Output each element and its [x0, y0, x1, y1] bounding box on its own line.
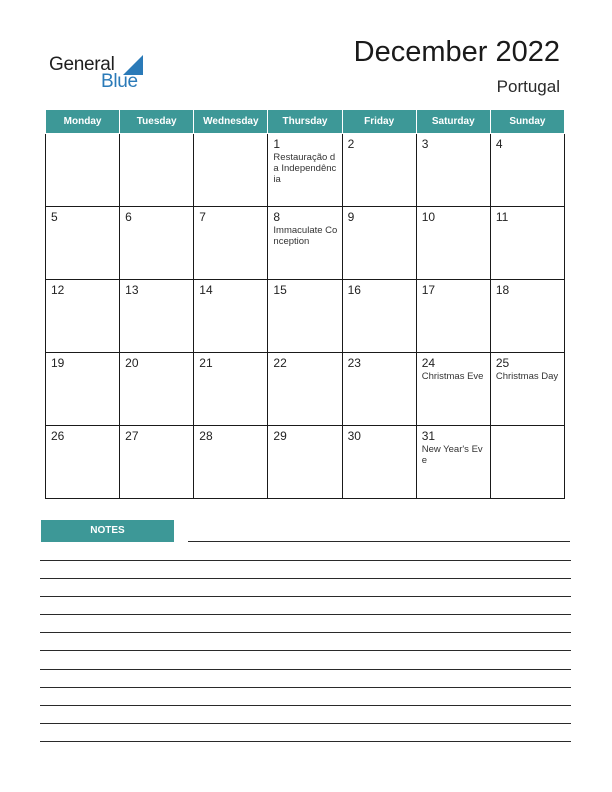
day-cell — [46, 353, 120, 426]
day-cell-content — [343, 280, 416, 297]
day-cell-content — [120, 353, 193, 370]
day-cell-content — [268, 426, 341, 443]
note-line — [40, 705, 571, 706]
note-line — [40, 741, 571, 742]
week-row — [46, 280, 565, 353]
day-number: 31 — [421, 429, 436, 443]
day-cell-content — [491, 426, 564, 429]
day-cell — [490, 207, 564, 280]
weekday-friday: Friday — [342, 110, 416, 134]
day-cell — [490, 134, 564, 207]
day-cell — [120, 426, 194, 499]
day-number: 20 — [125, 356, 139, 370]
day-cell — [490, 426, 564, 499]
day-cell — [120, 280, 194, 353]
day-cell-content — [417, 207, 490, 224]
weekday-header-row — [46, 110, 565, 134]
note-line — [40, 687, 571, 688]
day-cell-content — [194, 426, 267, 443]
day-cell — [416, 353, 490, 426]
day-cell — [268, 353, 342, 426]
weekday-thursday: Thursday — [268, 110, 342, 134]
day-cell — [120, 207, 194, 280]
day-number: 13 — [125, 283, 139, 297]
day-cell-content — [491, 280, 564, 297]
day-number: 11 — [495, 210, 509, 224]
note-line — [40, 578, 571, 579]
day-number: 14 — [199, 283, 213, 297]
day-cell — [342, 134, 416, 207]
day-cell-content — [46, 134, 119, 137]
day-cell-content — [120, 280, 193, 297]
day-number: 26 — [51, 429, 65, 443]
day-cell — [194, 207, 268, 280]
day-number: 19 — [51, 356, 65, 370]
day-cell — [342, 426, 416, 499]
day-cell-content — [194, 207, 267, 224]
calendar-title: December 2022 — [353, 36, 560, 68]
day-number: 8 — [273, 210, 281, 224]
day-cell-content — [491, 353, 564, 382]
weekday-monday: Monday — [46, 110, 120, 134]
day-cell-content — [343, 353, 416, 370]
day-cell — [268, 280, 342, 353]
day-cell — [120, 134, 194, 207]
day-number: 24 — [421, 356, 436, 370]
day-cell — [342, 207, 416, 280]
day-cell-content — [46, 426, 119, 443]
day-number: 9 — [347, 210, 355, 224]
day-number: 7 — [199, 210, 206, 224]
holiday-label: Christmas Eve — [421, 371, 484, 382]
day-cell — [194, 134, 268, 207]
note-line — [40, 669, 571, 670]
note-line — [40, 650, 571, 651]
day-number: 1 — [273, 137, 281, 151]
day-cell-content — [417, 134, 490, 151]
day-cell — [194, 426, 268, 499]
holiday-label: Immaculate Conception — [273, 225, 338, 247]
day-number: 5 — [51, 210, 58, 224]
brand-logo — [49, 54, 149, 90]
day-cell-content — [268, 353, 341, 370]
brand-name-general: General — [49, 54, 115, 75]
week-row — [46, 207, 565, 280]
day-cell-content — [343, 426, 416, 443]
day-cell — [342, 353, 416, 426]
day-cell-content — [491, 207, 564, 224]
day-cell — [268, 134, 342, 207]
day-cell-content — [417, 426, 490, 466]
brand-name-blue: Blue — [101, 71, 138, 92]
day-cell-content — [417, 280, 490, 297]
day-number: 23 — [347, 356, 361, 370]
day-cell-content — [194, 353, 267, 370]
day-number: 12 — [51, 283, 65, 297]
note-line — [40, 596, 571, 597]
weekday-sunday: Sunday — [490, 110, 564, 134]
day-cell — [342, 280, 416, 353]
weekday-tuesday: Tuesday — [120, 110, 194, 134]
note-line — [40, 632, 571, 633]
day-number: 10 — [421, 210, 436, 224]
weekday-wednesday: Wednesday — [194, 110, 268, 134]
note-line — [40, 723, 571, 724]
day-number: 17 — [421, 283, 436, 297]
day-cell — [416, 207, 490, 280]
day-cell-content — [268, 134, 341, 185]
day-cell-content — [268, 207, 341, 247]
day-cell-content — [268, 280, 341, 297]
day-cell-content — [120, 134, 193, 137]
week-row — [46, 353, 565, 426]
day-cell-content — [343, 134, 416, 151]
day-cell-content — [46, 353, 119, 370]
day-cell — [46, 207, 120, 280]
day-cell — [194, 280, 268, 353]
weekday-saturday: Saturday — [416, 110, 490, 134]
holiday-label: New Year's Eve — [421, 444, 483, 466]
calendar-country: Portugal — [496, 77, 560, 96]
day-cell — [46, 134, 120, 207]
day-cell-content — [417, 353, 490, 382]
note-line — [40, 560, 571, 561]
day-cell-content — [194, 134, 267, 137]
week-row — [46, 134, 565, 207]
holiday-label: Christmas Day — [495, 371, 559, 382]
day-number: 22 — [273, 356, 287, 370]
day-number: 18 — [495, 283, 510, 297]
day-number: 4 — [495, 137, 503, 151]
day-number: 6 — [125, 210, 132, 224]
day-number: 29 — [273, 429, 287, 443]
day-cell — [416, 280, 490, 353]
day-cell — [46, 426, 120, 499]
day-cell — [416, 134, 490, 207]
day-cell — [194, 353, 268, 426]
day-cell-content — [46, 280, 119, 297]
day-number: 16 — [347, 283, 361, 297]
day-number: 15 — [273, 283, 287, 297]
day-number: 21 — [199, 356, 213, 370]
note-line — [188, 541, 570, 542]
notes-label: NOTES — [41, 520, 174, 542]
holiday-label: Restauração da Independência — [273, 152, 337, 185]
week-row — [46, 426, 565, 499]
note-line — [40, 614, 571, 615]
day-cell-content — [46, 207, 119, 224]
day-cell-content — [120, 426, 193, 443]
day-number: 28 — [199, 429, 213, 443]
day-cell — [416, 426, 490, 499]
day-cell-content — [194, 280, 267, 297]
day-cell-content — [491, 134, 564, 151]
day-cell-content — [343, 207, 416, 224]
day-number: 2 — [347, 137, 355, 151]
day-number: 27 — [125, 429, 139, 443]
day-cell — [46, 280, 120, 353]
day-cell — [268, 207, 342, 280]
day-cell — [120, 353, 194, 426]
day-number: 30 — [347, 429, 361, 443]
day-cell-content — [120, 207, 193, 224]
day-cell — [490, 353, 564, 426]
day-cell — [268, 426, 342, 499]
day-number: 3 — [421, 137, 429, 151]
calendar-grid — [45, 109, 565, 499]
day-number: 25 — [495, 356, 510, 370]
day-cell — [490, 280, 564, 353]
